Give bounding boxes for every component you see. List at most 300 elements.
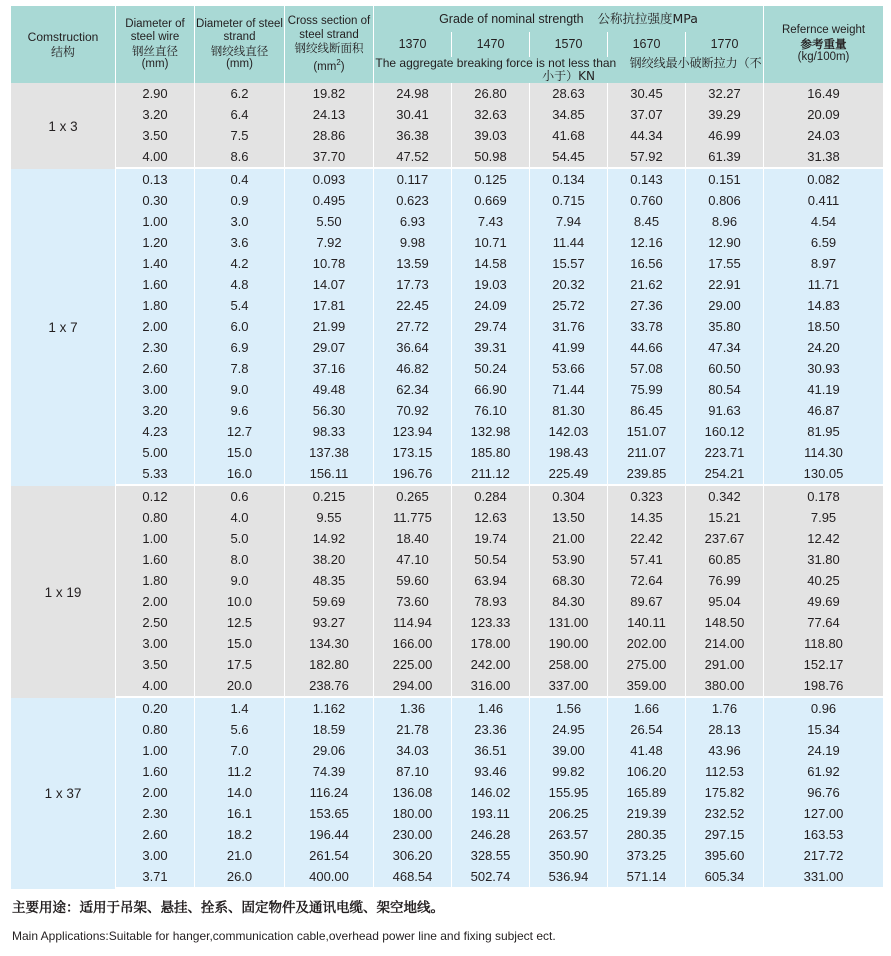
header-grade-1370: 1370: [374, 32, 451, 57]
cell-cross-section: 7.92: [285, 232, 373, 253]
cell-force-1570: 24.95: [530, 719, 607, 740]
cell-force-1370: 0.265: [374, 486, 451, 507]
cell-force-1670: 57.92: [608, 146, 685, 169]
cell-force-1570: 536.94: [530, 866, 607, 889]
cell-force-1470: 50.98: [452, 146, 529, 169]
cell-wire-diameter: 3.20: [116, 104, 194, 125]
cell-wire-diameter: 1.80: [116, 295, 194, 316]
cell-force-1370: 294.00: [374, 675, 451, 698]
header-grade-1770: 1770: [686, 32, 763, 57]
cell-force-1370: 21.78: [374, 719, 451, 740]
cell-cross-section: 38.20: [285, 549, 373, 570]
table-row: [11, 211, 883, 232]
cell-reference-weight: 24.03: [764, 125, 883, 146]
cell-force-1770: 237.67: [686, 528, 763, 549]
cell-force-1370: 11.775: [374, 507, 451, 528]
header-construction: [11, 6, 115, 83]
cell-reference-weight: 40.25: [764, 570, 883, 591]
cell-force-1670: 140.11: [608, 612, 685, 633]
cell-force-1470: 93.46: [452, 761, 529, 782]
cell-wire-diameter: 2.30: [116, 337, 194, 358]
cell-wire-diameter: 1.20: [116, 232, 194, 253]
cell-force-1570: 142.03: [530, 421, 607, 442]
cell-strand-diameter: 0.9: [195, 190, 284, 211]
cell-reference-weight: 198.76: [764, 675, 883, 698]
cell-force-1770: 395.60: [686, 845, 763, 866]
cell-reference-weight: 24.20: [764, 337, 883, 358]
table-row: [11, 83, 883, 104]
cell-force-1370: 59.60: [374, 570, 451, 591]
cell-wire-diameter: 1.40: [116, 253, 194, 274]
table-row: [11, 803, 883, 824]
construction-label: 1 x 19: [11, 486, 115, 698]
cell-force-1770: 605.34: [686, 866, 763, 889]
cell-reference-weight: 12.42: [764, 528, 883, 549]
cell-reference-weight: 152.17: [764, 654, 883, 675]
cell-cross-section: 10.78: [285, 253, 373, 274]
cell-force-1670: 12.16: [608, 232, 685, 253]
cell-force-1370: 196.76: [374, 463, 451, 486]
cell-force-1470: 193.11: [452, 803, 529, 824]
cell-strand-diameter: 6.2: [195, 83, 284, 104]
cell-force-1670: 165.89: [608, 782, 685, 803]
table-row: [11, 232, 883, 253]
cell-strand-diameter: 4.8: [195, 274, 284, 295]
cell-cross-section: 116.24: [285, 782, 373, 803]
cell-wire-diameter: 3.00: [116, 379, 194, 400]
cell-wire-diameter: 2.60: [116, 824, 194, 845]
cell-cross-section: 24.13: [285, 104, 373, 125]
cell-wire-diameter: 2.90: [116, 83, 194, 104]
cell-cross-section: 29.07: [285, 337, 373, 358]
cell-strand-diameter: 14.0: [195, 782, 284, 803]
cell-force-1770: 232.52: [686, 803, 763, 824]
construction-label: 1 x 7: [11, 169, 115, 486]
cell-strand-diameter: 18.2: [195, 824, 284, 845]
cell-force-1470: 1.46: [452, 698, 529, 719]
cell-force-1770: 29.00: [686, 295, 763, 316]
table-row: [11, 486, 883, 507]
cell-force-1370: 73.60: [374, 591, 451, 612]
cell-force-1770: 32.27: [686, 83, 763, 104]
cell-force-1370: 34.03: [374, 740, 451, 761]
cell-wire-diameter: 1.60: [116, 549, 194, 570]
cell-wire-diameter: 3.50: [116, 125, 194, 146]
cell-force-1570: 39.00: [530, 740, 607, 761]
table-row: [11, 866, 883, 889]
steel-strand-specification-table: [10, 6, 884, 889]
cell-force-1670: 0.143: [608, 169, 685, 190]
header-grade-1670: 1670: [608, 32, 685, 57]
cell-force-1570: 337.00: [530, 675, 607, 698]
header-row-1: [11, 6, 883, 32]
cell-force-1670: 0.760: [608, 190, 685, 211]
cell-reference-weight: 7.95: [764, 507, 883, 528]
cell-force-1470: 23.36: [452, 719, 529, 740]
footer-applications-cn: 主要用途：适用于吊架、悬挂、拴系、固定物件及通讯电缆、架空地线。: [12, 900, 444, 916]
cell-wire-diameter: 0.12: [116, 486, 194, 507]
cell-cross-section: 37.70: [285, 146, 373, 169]
cell-wire-diameter: 2.00: [116, 782, 194, 803]
cell-reference-weight: 24.19: [764, 740, 883, 761]
cell-force-1770: 17.55: [686, 253, 763, 274]
header-cross-section: [285, 6, 373, 83]
cell-reference-weight: 18.50: [764, 316, 883, 337]
cell-strand-diameter: 0.4: [195, 169, 284, 190]
cell-strand-diameter: 21.0: [195, 845, 284, 866]
cell-force-1370: 70.92: [374, 400, 451, 421]
cell-force-1370: 230.00: [374, 824, 451, 845]
cell-force-1470: 36.51: [452, 740, 529, 761]
cell-force-1470: 24.09: [452, 295, 529, 316]
cell-wire-diameter: 5.33: [116, 463, 194, 486]
cell-force-1770: 0.806: [686, 190, 763, 211]
cell-reference-weight: 31.80: [764, 549, 883, 570]
cell-reference-weight: 41.19: [764, 379, 883, 400]
cell-force-1370: 114.94: [374, 612, 451, 633]
header-strand-diameter-cn: 钢绞线直径: [210, 43, 269, 58]
table-row: [11, 761, 883, 782]
cell-cross-section: 5.50: [285, 211, 373, 232]
table-row: [11, 675, 883, 698]
cell-force-1770: 22.91: [686, 274, 763, 295]
table-header: [11, 6, 883, 83]
cell-reference-weight: 77.64: [764, 612, 883, 633]
cell-force-1670: 44.66: [608, 337, 685, 358]
cell-cross-section: 137.38: [285, 442, 373, 463]
header-grade-note: [374, 57, 763, 83]
cell-force-1370: 136.08: [374, 782, 451, 803]
cell-strand-diameter: 12.5: [195, 612, 284, 633]
header-cross-section-unit-main: (mm: [313, 60, 337, 73]
cell-force-1670: 151.07: [608, 421, 685, 442]
construction-label: 1 x 3: [11, 83, 115, 169]
cell-reference-weight: 15.34: [764, 719, 883, 740]
cell-reference-weight: 0.178: [764, 486, 883, 507]
cell-force-1570: 131.00: [530, 612, 607, 633]
cell-wire-diameter: 4.00: [116, 146, 194, 169]
cell-force-1570: 21.00: [530, 528, 607, 549]
cell-strand-diameter: 1.4: [195, 698, 284, 719]
cell-reference-weight: 96.76: [764, 782, 883, 803]
cell-force-1470: 19.74: [452, 528, 529, 549]
header-cross-section-en1: Cross section of: [287, 15, 371, 28]
cell-force-1770: 28.13: [686, 719, 763, 740]
cell-wire-diameter: 0.80: [116, 507, 194, 528]
table-row: [11, 845, 883, 866]
cell-force-1770: 1.76: [686, 698, 763, 719]
table-row: [11, 253, 883, 274]
cell-force-1570: 0.134: [530, 169, 607, 190]
cell-force-1770: 39.29: [686, 104, 763, 125]
cell-strand-diameter: 15.0: [195, 633, 284, 654]
cell-force-1370: 18.40: [374, 528, 451, 549]
cell-force-1670: 44.34: [608, 125, 685, 146]
cell-force-1470: 50.54: [452, 549, 529, 570]
cell-force-1570: 0.715: [530, 190, 607, 211]
cell-force-1670: 89.67: [608, 591, 685, 612]
cell-force-1470: 19.03: [452, 274, 529, 295]
cell-wire-diameter: 3.00: [116, 633, 194, 654]
cell-reference-weight: 14.83: [764, 295, 883, 316]
cell-cross-section: 29.06: [285, 740, 373, 761]
cell-cross-section: 37.16: [285, 358, 373, 379]
footer-notes: [10, 898, 881, 944]
header-reference-weight-en: Refernce weight: [781, 24, 866, 37]
cell-force-1470: 502.74: [452, 866, 529, 889]
header-strand-diameter-en2: strand: [223, 31, 256, 43]
cell-strand-diameter: 26.0: [195, 866, 284, 889]
cell-force-1470: 29.74: [452, 316, 529, 337]
cell-force-1770: 91.63: [686, 400, 763, 421]
cell-cross-section: 400.00: [285, 866, 373, 889]
cell-force-1770: 297.15: [686, 824, 763, 845]
header-construction-cn: 结构: [50, 44, 75, 59]
cell-strand-diameter: 8.0: [195, 549, 284, 570]
cell-force-1570: 54.45: [530, 146, 607, 169]
table-row: [11, 633, 883, 654]
cell-force-1770: 47.34: [686, 337, 763, 358]
cell-force-1470: 132.98: [452, 421, 529, 442]
cell-force-1670: 280.35: [608, 824, 685, 845]
cell-cross-section: 49.48: [285, 379, 373, 400]
cell-force-1370: 180.00: [374, 803, 451, 824]
cell-force-1570: 68.30: [530, 570, 607, 591]
cell-force-1670: 30.45: [608, 83, 685, 104]
cell-force-1770: 12.90: [686, 232, 763, 253]
header-grade-1570: 1570: [530, 32, 607, 57]
cell-reference-weight: 81.95: [764, 421, 883, 442]
cell-force-1570: 53.90: [530, 549, 607, 570]
cell-force-1770: 8.96: [686, 211, 763, 232]
cell-cross-section: 93.27: [285, 612, 373, 633]
cell-force-1770: 35.80: [686, 316, 763, 337]
cell-force-1470: 78.93: [452, 591, 529, 612]
cell-force-1670: 57.41: [608, 549, 685, 570]
cell-force-1370: 27.72: [374, 316, 451, 337]
cell-cross-section: 9.55: [285, 507, 373, 528]
cell-force-1370: 13.59: [374, 253, 451, 274]
header-wire-diameter-unit: (mm): [141, 58, 169, 70]
header-reference-weight: [764, 6, 883, 83]
cell-force-1770: 148.50: [686, 612, 763, 633]
cell-force-1370: 22.45: [374, 295, 451, 316]
cell-force-1670: 14.35: [608, 507, 685, 528]
cell-force-1570: 0.304: [530, 486, 607, 507]
cell-force-1570: 258.00: [530, 654, 607, 675]
cell-reference-weight: 0.082: [764, 169, 883, 190]
cell-force-1370: 46.82: [374, 358, 451, 379]
cell-wire-diameter: 5.00: [116, 442, 194, 463]
cell-reference-weight: 20.09: [764, 104, 883, 125]
cell-cross-section: 0.093: [285, 169, 373, 190]
table-row: [11, 719, 883, 740]
cell-force-1770: 254.21: [686, 463, 763, 486]
cell-force-1770: 223.71: [686, 442, 763, 463]
cell-force-1470: 14.58: [452, 253, 529, 274]
cell-force-1670: 16.56: [608, 253, 685, 274]
cell-wire-diameter: 4.00: [116, 675, 194, 698]
cell-strand-diameter: 9.0: [195, 379, 284, 400]
cell-strand-diameter: 7.0: [195, 740, 284, 761]
cell-wire-diameter: 1.60: [116, 274, 194, 295]
cell-force-1570: 31.76: [530, 316, 607, 337]
cell-cross-section: 261.54: [285, 845, 373, 866]
cell-strand-diameter: 16.1: [195, 803, 284, 824]
cell-force-1370: 62.34: [374, 379, 451, 400]
cell-force-1370: 24.98: [374, 83, 451, 104]
cell-force-1670: 8.45: [608, 211, 685, 232]
header-grade-note-cn: 钢绞线最小破断拉力（不小于）KN: [542, 56, 762, 83]
cell-force-1470: 146.02: [452, 782, 529, 803]
table-row: [11, 612, 883, 633]
table-row: [11, 379, 883, 400]
cell-wire-diameter: 2.50: [116, 612, 194, 633]
cell-force-1670: 33.78: [608, 316, 685, 337]
cell-cross-section: 74.39: [285, 761, 373, 782]
cell-force-1670: 211.07: [608, 442, 685, 463]
cell-force-1470: 32.63: [452, 104, 529, 125]
cell-force-1570: 53.66: [530, 358, 607, 379]
cell-force-1570: 81.30: [530, 400, 607, 421]
cell-force-1770: 61.39: [686, 146, 763, 169]
cell-force-1570: 198.43: [530, 442, 607, 463]
cell-force-1370: 0.623: [374, 190, 451, 211]
table-row: [11, 782, 883, 803]
table-row: [11, 274, 883, 295]
cell-cross-section: 17.81: [285, 295, 373, 316]
cell-force-1670: 359.00: [608, 675, 685, 698]
header-cross-section-unit-sup: 2: [336, 57, 341, 67]
cell-force-1770: 291.00: [686, 654, 763, 675]
cell-reference-weight: 331.00: [764, 866, 883, 889]
header-cross-section-unit: [285, 56, 373, 74]
cell-reference-weight: 163.53: [764, 824, 883, 845]
cell-force-1670: 57.08: [608, 358, 685, 379]
cell-wire-diameter: 4.23: [116, 421, 194, 442]
header-grade-group-en: Grade of nominal strength: [439, 12, 584, 26]
cell-force-1770: 60.50: [686, 358, 763, 379]
cell-wire-diameter: 2.30: [116, 803, 194, 824]
cell-force-1370: 225.00: [374, 654, 451, 675]
cell-force-1670: 26.54: [608, 719, 685, 740]
cell-wire-diameter: 3.20: [116, 400, 194, 421]
cell-wire-diameter: 1.00: [116, 211, 194, 232]
cell-force-1770: 0.151: [686, 169, 763, 190]
table-row: [11, 358, 883, 379]
cell-cross-section: 196.44: [285, 824, 373, 845]
header-grade-note-en: The aggregate breaking force is not less than: [375, 56, 617, 70]
cell-force-1370: 123.94: [374, 421, 451, 442]
cell-force-1370: 36.64: [374, 337, 451, 358]
cell-force-1470: 178.00: [452, 633, 529, 654]
cell-force-1470: 39.03: [452, 125, 529, 146]
cell-reference-weight: 217.72: [764, 845, 883, 866]
cell-reference-weight: 127.00: [764, 803, 883, 824]
header-grade-1470: 1470: [452, 32, 529, 57]
cell-cross-section: 28.86: [285, 125, 373, 146]
cell-strand-diameter: 16.0: [195, 463, 284, 486]
cell-cross-section: 1.162: [285, 698, 373, 719]
table-body: [11, 83, 883, 889]
cell-force-1670: 106.20: [608, 761, 685, 782]
cell-reference-weight: 114.30: [764, 442, 883, 463]
cell-force-1470: 63.94: [452, 570, 529, 591]
header-wire-diameter: [116, 6, 194, 83]
cell-force-1770: 60.85: [686, 549, 763, 570]
cell-wire-diameter: 2.00: [116, 316, 194, 337]
cell-force-1470: 10.71: [452, 232, 529, 253]
cell-force-1370: 87.10: [374, 761, 451, 782]
cell-wire-diameter: 1.00: [116, 528, 194, 549]
construction-label: 1 x 37: [11, 698, 115, 889]
cell-reference-weight: 31.38: [764, 146, 883, 169]
cell-cross-section: 98.33: [285, 421, 373, 442]
cell-reference-weight: 11.71: [764, 274, 883, 295]
cell-strand-diameter: 6.9: [195, 337, 284, 358]
cell-strand-diameter: 3.6: [195, 232, 284, 253]
cell-cross-section: 14.07: [285, 274, 373, 295]
header-wire-diameter-en1: Diameter of: [125, 17, 185, 30]
cell-force-1370: 306.20: [374, 845, 451, 866]
cell-cross-section: 156.11: [285, 463, 373, 486]
cell-force-1470: 66.90: [452, 379, 529, 400]
footer-applications-en: Main Applications:Suitable for hanger,communication cable,overhead power line and fixing subject ect.: [12, 929, 556, 943]
cell-force-1470: 211.12: [452, 463, 529, 486]
cell-force-1470: 246.28: [452, 824, 529, 845]
cell-force-1370: 36.38: [374, 125, 451, 146]
cell-force-1470: 0.284: [452, 486, 529, 507]
cell-strand-diameter: 4.0: [195, 507, 284, 528]
cell-wire-diameter: 1.00: [116, 740, 194, 761]
cell-cross-section: 182.80: [285, 654, 373, 675]
table-row: [11, 295, 883, 316]
table-row: [11, 463, 883, 486]
cell-wire-diameter: 0.30: [116, 190, 194, 211]
cell-force-1470: 316.00: [452, 675, 529, 698]
cell-cross-section: 48.35: [285, 570, 373, 591]
cell-wire-diameter: 0.20: [116, 698, 194, 719]
cell-force-1470: 328.55: [452, 845, 529, 866]
header-reference-weight-cn: 参考重量: [800, 36, 847, 51]
cell-force-1570: 7.94: [530, 211, 607, 232]
cell-force-1570: 11.44: [530, 232, 607, 253]
cell-force-1670: 1.66: [608, 698, 685, 719]
cell-force-1670: 202.00: [608, 633, 685, 654]
cell-force-1470: 185.80: [452, 442, 529, 463]
cell-cross-section: 19.82: [285, 83, 373, 104]
header-wire-diameter-cn: 钢丝直径: [132, 43, 178, 58]
header-construction-en: Comstruction: [27, 29, 99, 44]
cell-force-1570: 225.49: [530, 463, 607, 486]
table-row: [11, 421, 883, 442]
cell-force-1770: 214.00: [686, 633, 763, 654]
cell-force-1570: 41.68: [530, 125, 607, 146]
table-row: [11, 528, 883, 549]
header-cross-section-unit-end: ): [340, 60, 345, 73]
cell-force-1770: 15.21: [686, 507, 763, 528]
cell-force-1370: 6.93: [374, 211, 451, 232]
cell-force-1670: 75.99: [608, 379, 685, 400]
cell-force-1770: 76.99: [686, 570, 763, 591]
cell-wire-diameter: 2.60: [116, 358, 194, 379]
cell-force-1670: 21.62: [608, 274, 685, 295]
cell-force-1570: 206.25: [530, 803, 607, 824]
cell-force-1570: 190.00: [530, 633, 607, 654]
cell-force-1570: 1.56: [530, 698, 607, 719]
table-row: [11, 316, 883, 337]
cell-force-1670: 41.48: [608, 740, 685, 761]
